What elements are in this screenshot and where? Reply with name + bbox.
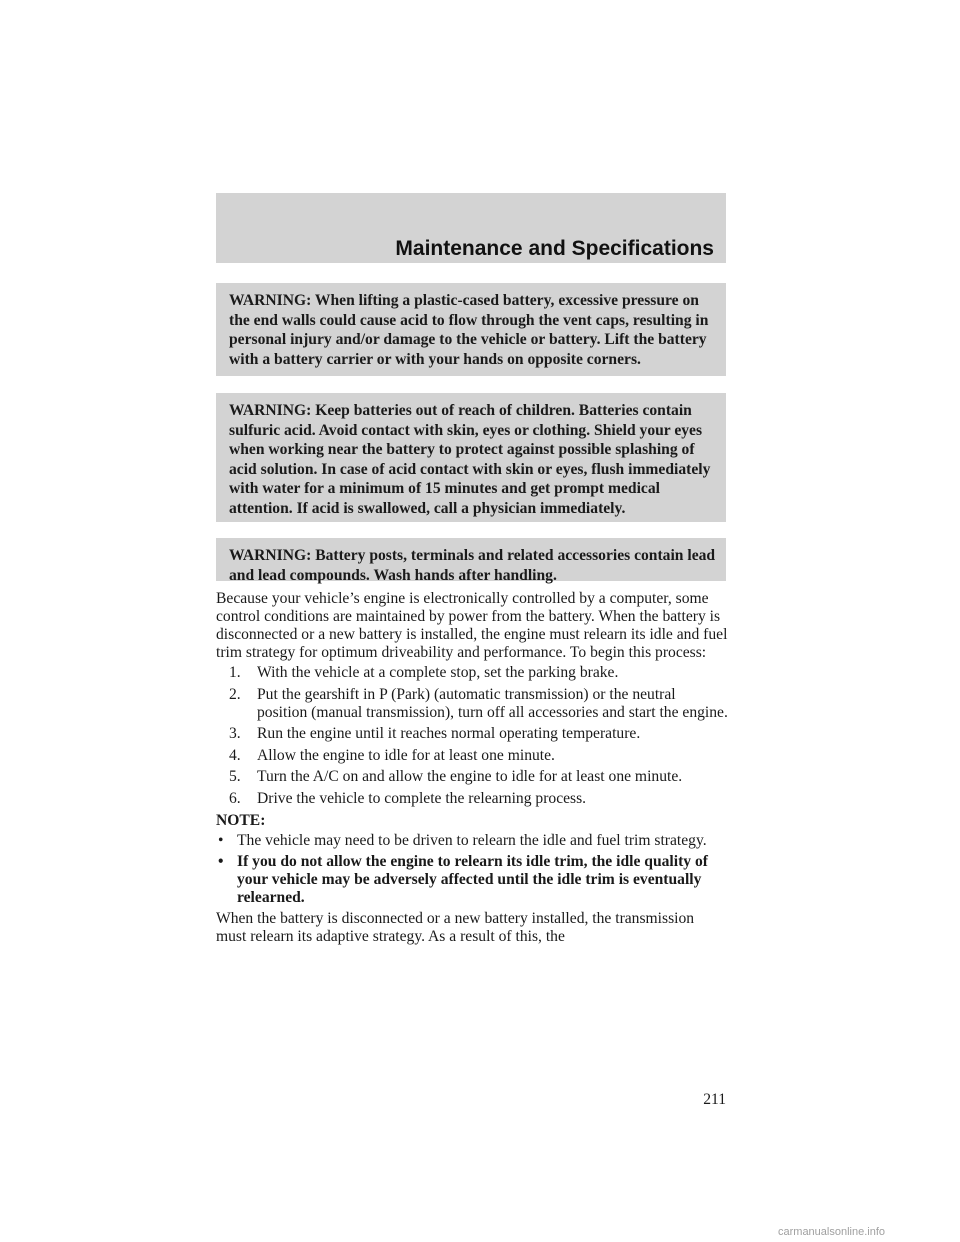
list-item bbox=[216, 790, 728, 808]
warning-text: WARNING: Battery posts, terminals and related accessories contain lead and lead compounds. Wash hands after handling. bbox=[229, 547, 716, 584]
step-text: Allow the engine to idle for at least one minute. bbox=[257, 746, 555, 764]
list-item bbox=[216, 747, 728, 765]
watermark-text: carmanualsonline.info bbox=[778, 1226, 886, 1238]
step-text: Put the gearshift in P (Park) (automatic transmission) or the neutral position (manual transmission), turn off all accessories and start the engine. bbox=[257, 685, 728, 721]
list-item bbox=[216, 853, 728, 907]
step-number: 3. bbox=[229, 725, 241, 743]
step-text: With the vehicle at a complete stop, set the parking brake. bbox=[257, 664, 619, 681]
body-content bbox=[216, 590, 728, 946]
list-item bbox=[216, 725, 728, 743]
note-bullets-list bbox=[216, 832, 728, 907]
bullet-icon: • bbox=[218, 852, 224, 870]
warning-text: WARNING: When lifting a plastic-cased battery, excessive pressure on the end walls could cause acid to flow through the vent caps, resulting in personal injury and/or damage to the vehicle or battery. Lift the battery with a battery carrier or with your hands on opposite corners. bbox=[229, 292, 709, 368]
step-number: 1. bbox=[229, 664, 241, 681]
step-text: Run the engine until it reaches normal operating temperature. bbox=[257, 725, 641, 743]
step-text: Drive the vehicle to complete the relearning process. bbox=[257, 789, 587, 807]
step-number: 6. bbox=[229, 789, 241, 807]
page-number: 211 bbox=[703, 1091, 726, 1108]
step-number: 4. bbox=[229, 746, 241, 764]
warning-box-lead bbox=[216, 538, 726, 584]
list-item bbox=[216, 664, 728, 682]
bullet-text: If you do not allow the engine to relearn its idle trim, the idle quality of your vehicle may be adversely affected until the idle trim is eventually relearned. bbox=[237, 852, 708, 906]
bullet-text: The vehicle may need to be driven to relearn the idle and fuel trim strategy. bbox=[237, 831, 707, 849]
section-title: Maintenance and Specifications bbox=[395, 237, 714, 260]
intro-paragraph: Because your vehicle’s engine is electronically controlled by a computer, some control conditions are maintained by power from the battery. When the battery is disconnected or a new battery is installed, the engine must relearn its idle and fuel trim strategy for optimum driveability and performance. To begin this process: bbox=[216, 590, 728, 661]
step-number: 2. bbox=[229, 685, 241, 703]
closing-paragraph: When the battery is disconnected or a new battery installed, the transmission must relearn its adaptive strategy. As a result of this, the bbox=[216, 909, 695, 945]
warning-text: WARNING: Keep batteries out of reach of children. Batteries contain sulfuric acid. Avoid contact with skin, eyes or clothing. Shield your eyes when working near the battery to protect against possible splashing of acid solution. In case of acid contact with skin or eyes, flush immediately with water for a minimum of 15 minutes and get prompt medical attention. If acid is swallowed, call a physician immediately. bbox=[229, 402, 711, 517]
list-item bbox=[216, 768, 728, 786]
relearn-steps-list bbox=[216, 664, 728, 808]
list-item bbox=[216, 686, 728, 722]
note-label: NOTE: bbox=[216, 811, 266, 829]
list-item bbox=[216, 832, 728, 850]
step-text: Turn the A/C on and allow the engine to idle for at least one minute. bbox=[257, 768, 683, 786]
section-header bbox=[216, 193, 726, 263]
step-number: 5. bbox=[229, 768, 241, 786]
warning-box-acid bbox=[216, 393, 726, 522]
bullet-icon: • bbox=[218, 831, 224, 849]
warning-box-lifting bbox=[216, 283, 726, 376]
